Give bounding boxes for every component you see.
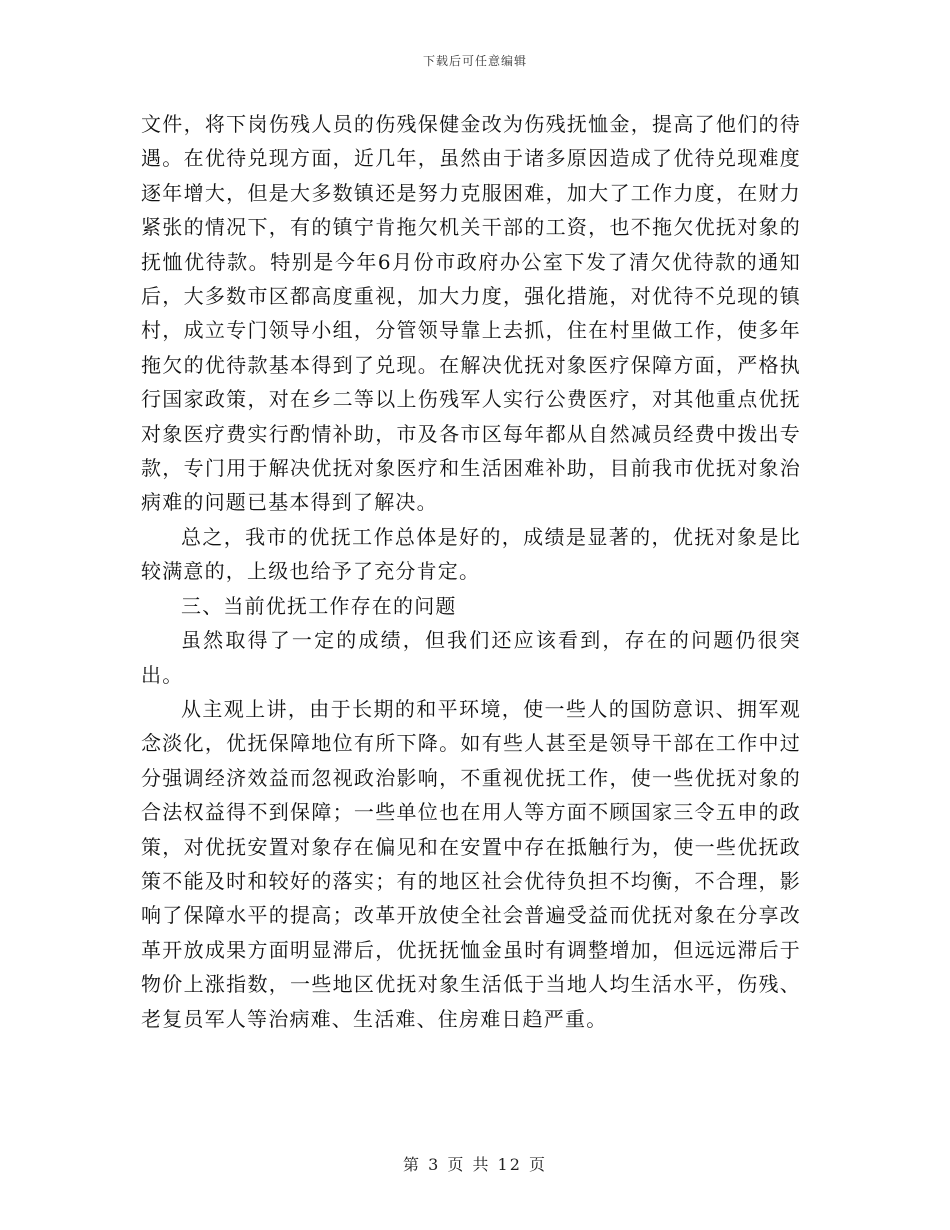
paragraph-intro-problems: 虽然取得了一定的成绩，但我们还应该看到，存在的问题仍很突出。 xyxy=(141,628,801,687)
paragraph-continuation: 文件，将下岗伤残人员的伤残保健金改为伤残抚恤金，提高了他们的待遇。在优待兑现方面，近几年，虽然由于诸多原因造成了优待兑现难度逐年增大，但是大多数镇还是努力克服困难，加大了工作力度，在财力紧张的情况下，有的镇宁肯拖欠机关干部的工资，也不拖欠优抚对象的抚恤优待款。特别是今年6月份市政府办公室下发了清欠优待款的通知后，大多数市区都高度重视，加大力度，强化措施，对优待不兑现的镇村，成立专门领导小组，分管领导靠上去抓，住在村里做工作，使多年拖欠的优待款基本得到了兑现。在解决优抚对象医疗保障方面，严格执行国家政策，对在乡二等以上伤残军人实行公费医疗，对其他重点优抚对象医疗费实行酌情补助，市及各市区每年都从自然减员经费中拨出专款，专门用于解决优抚对象医疗和生活困难补助，目前我市优抚对象治病难的问题已基本得到了解决。 xyxy=(141,112,801,515)
document-body xyxy=(141,107,801,1036)
page-number: 第 3 页 共 12 页 xyxy=(403,1155,547,1174)
page-header: 下载后可任意编辑 xyxy=(422,54,527,68)
section-heading: 三、当前优抚工作存在的问题 xyxy=(181,593,457,618)
paragraph-summary: 总之，我市的优抚工作总体是好的，成绩是显著的，优抚对象是比较满意的，上级也给予了充分肯定。 xyxy=(141,524,801,584)
paragraph-subjective-problems: 从主观上讲，由于长期的和平环境，使一些人的国防意识、拥军观念淡化，优抚保障地位有所下降。如有些人甚至是领导干部在工作中过分强调经济效益而忽视政治影响，不重视优抚工作，使一些优抚对象的合法权益得不到保障；一些单位也在用人等方面不顾国家三令五申的政策，对优抚安置对象存在偏见和在安置中存在抵触行为，使一些优抚政策不能及时和较好的落实；有的地区社会优待负担不均衡，不合理，影响了保障水平的提高；改革开放使全社会普遍受益而优抚对象在分享改革开放成果方面明显滞后，优抚抚恤金虽时有调整增加，但远远滞后于物价上涨指数，一些地区优抚对象生活低于当地人均生活水平，伤残、老复员军人等治病难、生活难、住房难日趋严重。 xyxy=(141,696,801,1031)
